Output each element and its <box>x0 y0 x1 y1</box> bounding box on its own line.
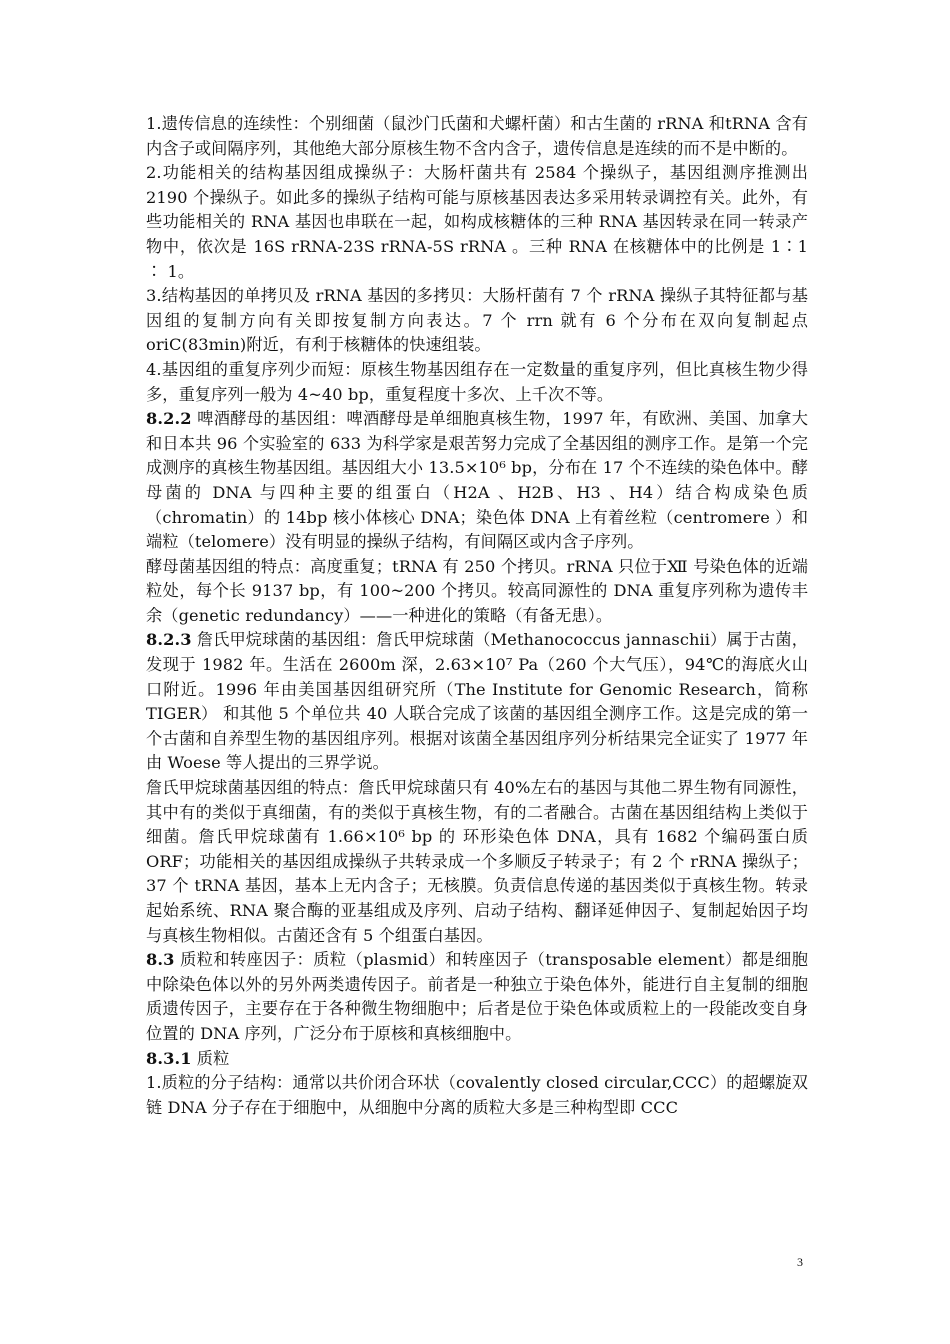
section-heading <box>146 1047 808 1072</box>
paragraph <box>146 555 808 629</box>
paragraph <box>146 1071 808 1120</box>
section-number: 8.3.1 <box>146 1048 192 1068</box>
page-body <box>146 112 808 1120</box>
paragraph-text: 1.遗传信息的连续性：个别细菌（鼠沙门氏菌和犬螺杆菌）和古生菌的 rRNA 和tRNA 含有内含子或间隔序列，其他绝大部分原核生物不含内含子，遗传信息是连续的而不是中断的。 <box>146 114 808 158</box>
paragraph-text: 1.质粒的分子结构：通常以共价闭合环状（covalently closed circular,CCC）的超螺旋双链 DNA 分子存在于细胞中，从细胞中分离的质粒大多是三种构型即 CCC <box>146 1073 808 1117</box>
section-number: 8.3 <box>146 950 175 970</box>
paragraph <box>146 776 808 948</box>
paragraph <box>146 284 808 358</box>
paragraph-text: 詹氏甲烷球菌基因组的特点：詹氏甲烷球菌只有 40%左右的基因与其他二界生物有同源性，其中有的类似于真细菌，有的类似于真核生物，有的二者融合。古菌在基因组结构上类似于细菌。詹氏甲烷球菌有 1.66×10⁶ bp 的 环形染色体 DNA，具有 1682 个编码蛋白质 ORF；功能相关的基因组成操纵子共转录成一个多顺反子转录子；有 2 个 rRNA 操纵子；37 个 tRNA 基因，基本上无内含子；无核膜。负责信息传递的基因类似于真核生物。转录起始系统、RNA 聚合酶的亚基组成及序列、启动子结构、翻译延伸因子、复制起始因子均与真核生物相似。古菌还含有 5 个组蛋白基因。 <box>146 778 808 945</box>
paragraph-text: 2.功能相关的结构基因组成操纵子：大肠杆菌共有 2584 个操纵子，基因组测序推测出 2190 个操纵子。如此多的操纵子结构可能与原核基因表达多采用转录调控有关。此外，有些功能相关的 RNA 基因也串联在一起，如构成核糖体的三种 RNA 基因转录在同一转录产物中，依次是 16S rRNA-23S rRNA-5S rRNA 。三种 RNA 在核糖体中的比例是 1∶1 ∶ 1。 <box>146 163 808 281</box>
section-heading-text: 质粒 <box>191 1048 230 1068</box>
paragraph <box>146 358 808 407</box>
paragraph <box>146 161 808 284</box>
paragraph-text: 啤酒酵母的基因组：啤酒酵母是单细胞真核生物，1997 年，有欧洲、美国、加拿大和日本共 96 个实验室的 633 为科学家是艰苦努力完成了全基因组的测序工作。是第一个完成测序的真核生物基因组。基因组大小 13.5×10⁶ bp，分布在 17 个不连续的染色体中。酵母菌的 DNA 与四种主要的组蛋白（H2A 、H2B、H3 、H4）结合构成染色质（chromatin）的 14bp 核小体核心 DNA；染色体 DNA 上有着丝粒（centromere ）和端粒（telomere）没有明显的操纵子结构，有间隔区或内含子序列。 <box>146 409 808 552</box>
section-number: 8.2.2 <box>146 409 192 429</box>
paragraph <box>146 948 808 1046</box>
paragraph-text: 质粒和转座因子：质粒（plasmid）和转座因子（transposable element）都是细胞中除染色体以外的另外两类遗传因子。前者是一种独立于染色体外，能进行自主复制的细胞质遗传因子，主要存在于各种微生物细胞中；后者是位于染色体或质粒上的一段能改变自身位置的 DNA 序列，广泛分布于原核和真核细胞中。 <box>146 950 808 1043</box>
paragraph-text: 3.结构基因的单拷贝及 rRNA 基因的多拷贝：大肠杆菌有 7 个 rRNA 操纵子其特征都与基因组的复制方向有关即按复制方向表达。7 个 rrn 就有 6 个分布在双向复制起点 oriC(83min)附近，有利于核糖体的快速组装。 <box>146 286 808 355</box>
section-number: 8.2.3 <box>146 630 192 650</box>
paragraph-text: 酵母菌基因组的特点：高度重复；tRNA 有 250 个拷贝。rRNA 只位于Ⅻ 号染色体的近端粒处，每个长 9137 bp，有 100~200 个拷贝。较高同源性的 DNA 重复序列称为遗传丰余（genetic redundancy）——一种进化的策略（有备无患）。 <box>146 556 808 625</box>
page-number: 3 <box>797 1255 803 1269</box>
paragraph <box>146 112 808 161</box>
paragraph-text: 4.基因组的重复序列少而短：原核生物基因组存在一定数量的重复序列，但比真核生物少得多，重复序列一般为 4~40 bp，重复程度十多次、上千次不等。 <box>146 359 808 404</box>
paragraph-text: 詹氏甲烷球菌的基因组：詹氏甲烷球菌（Methanococcus jannaschii）属于古菌，发现于 1982 年。生活在 2600m 深，2.63×10⁷ Pa（260 个大气压），94℃的海底火山口附近。1996 年由美国基因组研究所（The Institute for Genomic Research，简称 TIGER） 和其他 5 个单位共 40 人联合完成了该菌的基因组全测序工作。这是完成的第一个古菌和自养型生物的基因组序列。根据对该菌全基因组序列分析结果完全证实了 1977 年由 Woese 等人提出的三界学说。 <box>146 630 808 773</box>
paragraph <box>146 407 808 555</box>
paragraph <box>146 628 808 776</box>
